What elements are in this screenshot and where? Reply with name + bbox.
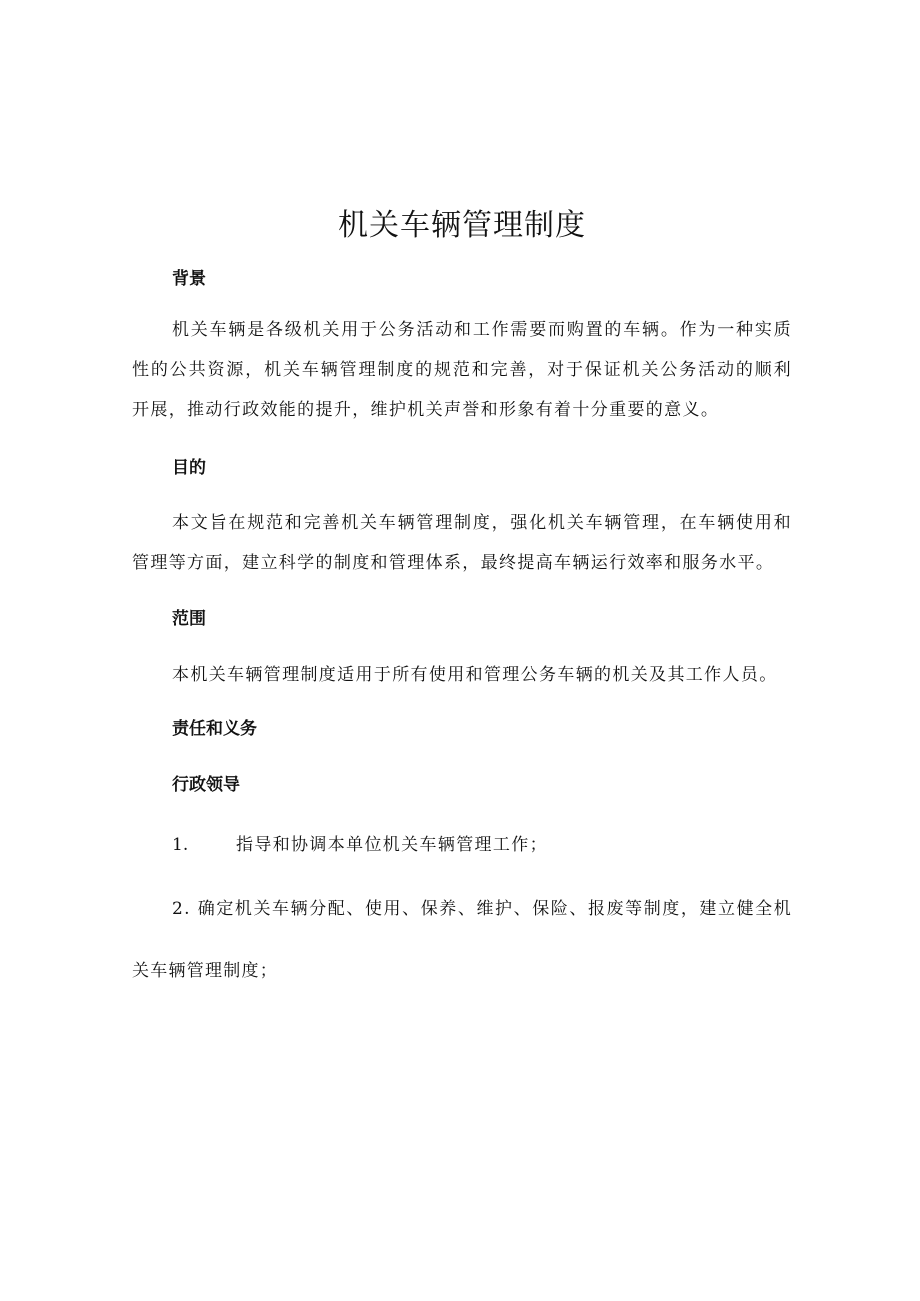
- duty-item-text: 指导和协调本单位机关车辆管理工作；: [236, 835, 548, 855]
- duty-item-2: [132, 878, 792, 1002]
- duty-item-1: [172, 832, 548, 858]
- duty-item-text: 确定机关车辆分配、使用、保养、维护、保险、报废等制度，建立健全机关车辆管理制度；: [132, 899, 793, 981]
- document-title: 机关车辆管理制度: [338, 208, 586, 243]
- background-paragraph: 机关车辆是各级机关用于公务活动和工作需要而购置的车辆。作为一种实质性的公共资源，机关车辆管理制度的规范和完善，对于保证机关公务活动的顺利开展，推动行政效能的提升，维护机关声誉和形象有着十分重要的意义。: [132, 320, 792, 420]
- purpose-paragraph: 本文旨在规范和完善机关车辆管理制度，强化机关车辆管理，在车辆使用和管理等方面，建立科学的制度和管理体系，最终提高车辆运行效率和服务水平。: [132, 513, 792, 573]
- scope-paragraph: 本机关车辆管理制度适用于所有使用和管理公务车辆的机关及其工作人员。: [172, 665, 778, 685]
- section-heading-purpose: 目的: [172, 458, 206, 478]
- section-heading-background: 背景: [172, 269, 206, 289]
- subheading-administrative-leaders: 行政领导: [172, 775, 240, 795]
- duty-item-number: 2.: [172, 899, 191, 919]
- section-heading-scope: 范围: [172, 609, 206, 629]
- section-heading-duties: 责任和义务: [172, 719, 257, 739]
- duty-item-number: 1.: [172, 835, 189, 855]
